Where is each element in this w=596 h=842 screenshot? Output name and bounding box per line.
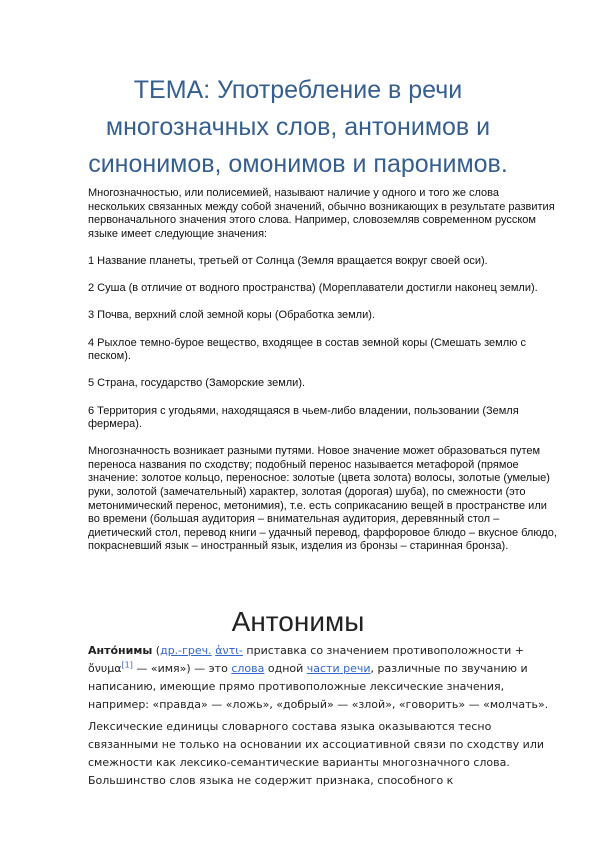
link-part-of-speech[interactable]: части речи <box>306 662 371 675</box>
antonyms-definition: Анто́нимы (др.-греч. ἀντι- приставка со значением противоположности + ὄνυμα[1] — «имя») — это слова одной части речи, различные по звучанию и написанию, имеющие прямо противоположные лексические значения, например: «правда» — «ложь», «добрый» — «злой», «говорить» — «молчать». <box>88 644 549 711</box>
antonyms-paragraph-2: Лексические единицы словарного состава языка оказываются тесно связанными не только на основании их ассоциативной связи по сходству или смежности как лексико-семантические варианты многозначного слова. Большинство слов языка не содержит признака, способного к <box>88 720 545 787</box>
antonyms-term: Анто́нимы <box>88 644 153 657</box>
intro-paragraph: Многозначностью, или полисемией, называют наличие у одного и того же слова нескольких связанных между собой значений, обычно возникающих в результате развития первоначального значения этого слова. Например, словоземляв современном русском языке имеет следующие значения: <box>88 187 555 240</box>
greek-word: ὄνυμα <box>88 662 122 675</box>
meaning-item: 3 Почва, верхний слой земной коры (Обработка земли). <box>88 309 375 322</box>
polysemy-paths-paragraph: Многозначность возникает разными путями. Новое значение может образоваться путем переноса названия по сходству; подобный перенос называется метафорой (прямое значение: золотое кольцо, переносное: золотые (цвета золота) волосы, золотые (умелые) руки, золотой (замечательный) характер, золотая (дорогая) шуба), по смежности (это метонимический перенос, метонимия), т.е. есть соприкасанию вещей в пространстве или во времени (большая аудитория – внимательная аудитория, деревянный стол – диетический стол, перевод книги – удачный перевод, фарфоровое блюдо – вкусное блюдо, покрасневший язык – иностранный язык, изделия из бронзы – старинная бронза). <box>88 445 557 553</box>
meaning-item: 2 Суша (в отличие от водного пространства) (Мореплаватели достигли наконец земли). <box>88 282 538 295</box>
meaning-item: 1 Название планеты, третьей от Солнца (Земля вращается вокруг своей оси). <box>88 254 488 267</box>
link-words[interactable]: слова <box>231 662 265 675</box>
meaning-item: 6 Территория с угодьями, находящаяся в чьем-либо владении, пользовании (Земля фермера). <box>88 404 519 431</box>
page-title: ТЕМА: Употребление в речи многозначных слов, антонимов и синонимов, омонимов и паронимов. <box>88 76 508 178</box>
meaning-item: 4 Рыхлое темно-бурое вещество, входящее в состав земной коры (Смешать землю с песком). <box>88 336 526 363</box>
footnote-link[interactable]: [1] <box>121 660 133 670</box>
meaning-item: 5 Страна, государство (Заморские земли). <box>88 377 306 390</box>
polysemy-section <box>88 187 558 568</box>
antonyms-section <box>88 642 558 794</box>
link-greek-prefix[interactable]: ἀντι- <box>215 644 243 657</box>
link-ancient-greek[interactable]: др.-греч. <box>160 644 212 657</box>
antonyms-heading: Антонимы <box>231 606 365 637</box>
